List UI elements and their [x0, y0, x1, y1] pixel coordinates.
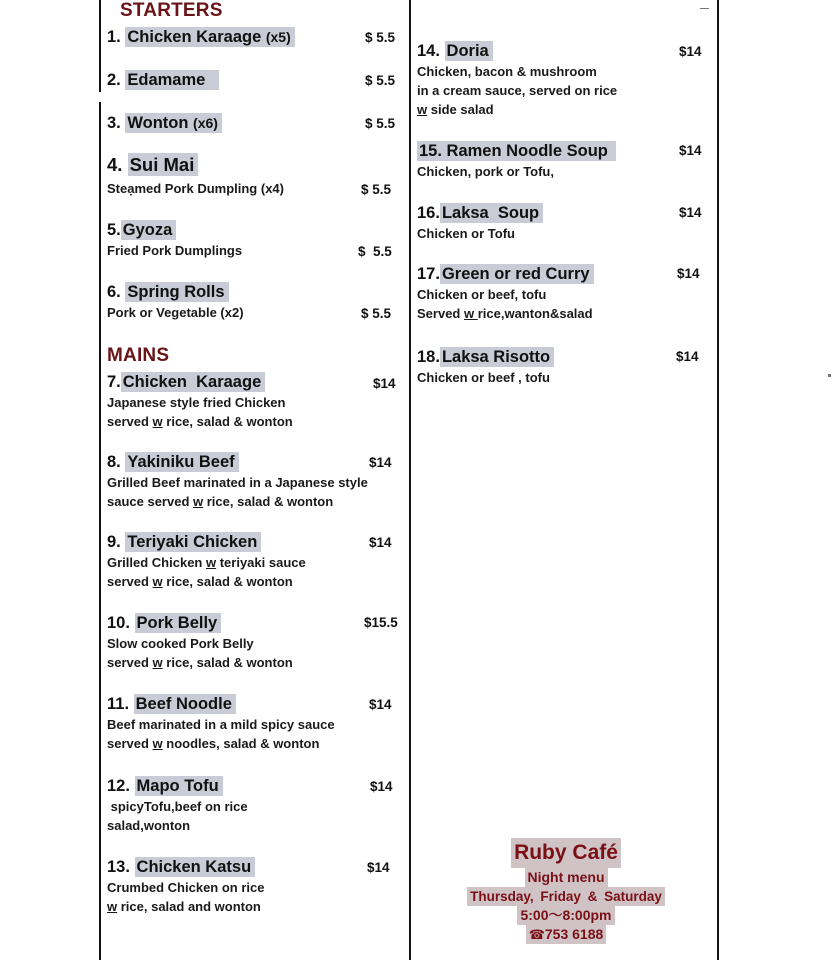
- item-price: $ 5.5: [365, 30, 396, 45]
- menu-item-starter-1: [107, 26, 295, 48]
- item-number: 18.: [417, 348, 440, 366]
- item-description: Crumbed Chicken on rice: [107, 880, 265, 895]
- item-name: Chicken Katsu: [135, 857, 256, 877]
- menu-item-main-9: [107, 531, 306, 591]
- item-name: Laksa Soup: [440, 203, 543, 223]
- item-number: 6.: [107, 283, 121, 301]
- item-number: 15.: [419, 142, 442, 160]
- menu-item-main-7: [107, 371, 293, 431]
- item-name: Beef Noodle: [134, 694, 236, 714]
- item-description: served w rice, salad & wonton: [107, 655, 293, 670]
- item-name: Wonton: [127, 114, 189, 132]
- item-price: $14: [679, 205, 702, 220]
- item-name: Mapo Tofu: [135, 776, 223, 796]
- item-number: 13.: [107, 858, 130, 876]
- opening-days: Thursday, Friday & Saturday: [467, 887, 665, 906]
- phone-number: 753 6188: [544, 926, 604, 942]
- item-number: 16.: [417, 204, 440, 222]
- menu-item-starter-2: [107, 69, 219, 91]
- item-number: 2.: [107, 71, 121, 89]
- item-price: $ 5.5: [361, 182, 392, 197]
- item-number: 12.: [107, 777, 130, 795]
- item-quantity: (x6): [193, 115, 218, 131]
- item-name: Gyoza: [121, 220, 177, 240]
- item-name: Spring Rolls: [125, 282, 228, 302]
- menu-item-main-14: [417, 40, 617, 119]
- menu-item-main-15: [417, 140, 616, 181]
- scan-mark: [700, 8, 709, 9]
- item-price: $14: [679, 143, 702, 158]
- menu-item-main-18: [417, 346, 554, 387]
- item-description: in a cream sauce, served on rice: [417, 83, 618, 98]
- item-number: 14.: [417, 42, 440, 60]
- item-description: sauce served w rice, salad & wonton: [107, 494, 334, 509]
- item-description: Chicken or Tofu: [417, 226, 515, 241]
- item-name: Teriyaki Chicken: [125, 532, 261, 552]
- item-name: Doria: [445, 41, 493, 61]
- column-divider: [409, 0, 411, 960]
- item-price: $ 5.5: [358, 244, 392, 259]
- item-name: Chicken Karaage: [121, 372, 265, 392]
- left-border: [99, 0, 101, 92]
- item-number: 11.: [107, 695, 130, 713]
- item-description: w side salad: [417, 102, 494, 117]
- item-name: Sui Mai: [128, 153, 199, 176]
- item-number: 9.: [107, 533, 121, 551]
- item-number: 7.: [107, 373, 121, 391]
- item-number: 5.: [107, 221, 121, 239]
- item-name: Yakiniku Beef: [125, 452, 238, 472]
- item-description: Japanese style fried Chicken: [107, 395, 286, 410]
- menu-item-main-13: [107, 856, 264, 916]
- item-description: w rice, salad and wonton: [107, 899, 261, 914]
- phone-icon: ☎: [528, 927, 545, 942]
- cafe-name: Ruby Café: [511, 838, 621, 868]
- item-number: 4.: [107, 154, 123, 175]
- item-description: served w rice, salad & wonton: [107, 414, 293, 429]
- starters-heading: STARTERS: [120, 0, 223, 21]
- left-border: [99, 102, 101, 960]
- menu-item-starter-4: [107, 154, 284, 198]
- item-quantity: (x5): [265, 29, 291, 45]
- item-price: $14: [679, 44, 702, 59]
- scan-mark: [828, 374, 831, 377]
- item-price: $14: [369, 455, 392, 470]
- item-price: $15.5: [364, 615, 398, 630]
- item-price: $ 5.5: [365, 116, 396, 131]
- menu-item-main-17: [417, 263, 594, 323]
- item-description: Chicken, pork or Tofu,: [417, 164, 554, 179]
- item-description: Pork or Vegetable (x2): [107, 305, 244, 320]
- item-description: Steạmed Pork Dumpling (x4): [107, 181, 284, 196]
- item-description: Served w rice,wanton&salad: [417, 306, 593, 321]
- item-price: $14: [677, 266, 700, 281]
- item-description: Chicken or beef, tofu: [417, 287, 547, 302]
- item-price: $ 5.5: [361, 306, 392, 321]
- menu-item-starter-6: [107, 281, 244, 322]
- item-name: Edamame: [127, 71, 206, 89]
- menu-subtitle: Night menu: [525, 868, 608, 887]
- opening-hours: 5:00〜8:00pm: [517, 906, 614, 925]
- menu-item-starter-3: [107, 112, 222, 134]
- item-name: Green or red Curry: [440, 264, 594, 284]
- item-name: Pork Belly: [135, 613, 222, 633]
- item-description: spicyTofu,beef on rice: [107, 799, 248, 814]
- item-price: $14: [369, 697, 392, 712]
- item-description: Chicken or beef , tofu: [417, 370, 550, 385]
- item-description: Chicken, bacon & mushroom: [417, 64, 597, 79]
- item-description: Grilled Chicken w teriyaki sauce: [107, 555, 306, 570]
- item-name: Chicken Karaage: [127, 28, 262, 46]
- item-number: 3.: [107, 114, 121, 132]
- menu-item-main-11: [107, 693, 335, 753]
- item-description: Grilled Beef marinated in a Japanese style: [107, 475, 368, 490]
- right-border: [717, 0, 719, 960]
- item-price: $14: [370, 779, 393, 794]
- menu-item-main-8: [107, 451, 368, 511]
- item-description: Beef marinated in a mild spicy sauce: [107, 717, 335, 732]
- item-number: 10.: [107, 614, 130, 632]
- item-description: served w noodles, salad & wonton: [107, 736, 320, 751]
- item-name: Ramen Noodle Soup: [446, 142, 608, 160]
- item-number: 17.: [417, 265, 440, 283]
- mains-heading: MAINS: [107, 345, 170, 366]
- item-price: $14: [373, 376, 396, 391]
- cafe-info: [440, 838, 692, 944]
- item-description: salad,wonton: [107, 818, 191, 833]
- item-number: 8.: [107, 453, 121, 471]
- item-description: Fried Pork Dumplings: [107, 243, 243, 258]
- item-description: served w rice, salad & wonton: [107, 574, 293, 589]
- menu-item-main-10: [107, 612, 293, 672]
- item-price: $14: [369, 535, 392, 550]
- item-price: $ 5.5: [365, 73, 396, 88]
- item-price: $14: [676, 349, 699, 364]
- menu-item-main-12: [107, 775, 248, 835]
- item-description: Slow cooked Pork Belly: [107, 636, 254, 651]
- item-name: Laksa Risotto: [440, 347, 554, 367]
- menu-item-starter-5: [107, 219, 242, 260]
- item-number: 1.: [107, 28, 121, 46]
- item-price: $14: [367, 860, 390, 875]
- menu-item-main-16: [417, 202, 543, 243]
